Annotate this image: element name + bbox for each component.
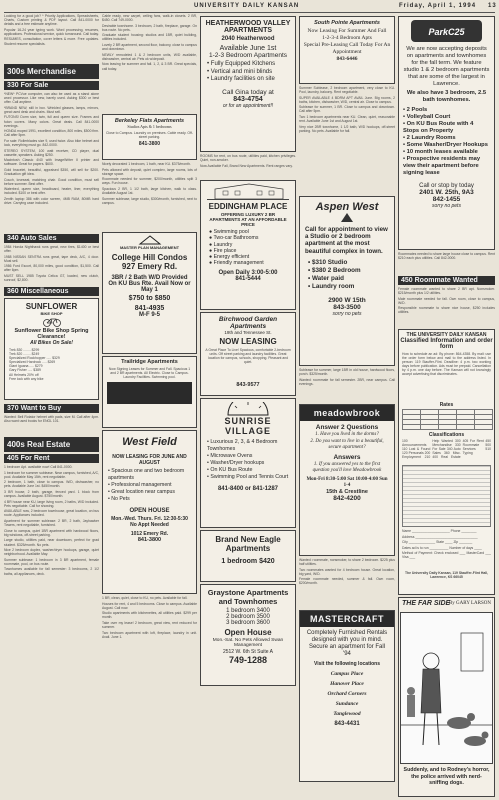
list-item: • Vertical and mini blinds — [207, 68, 273, 75]
section-header: 300s Merchandise — [4, 64, 99, 79]
rent-listings-6: Sublease for summer, large 1BR in old house, hardwood floors, porch. $325/month. Wanted: roommate for fall semester. 2BR, near campus. Call evenings. — [299, 368, 395, 386]
berkeley-phone: 841-3800 — [138, 141, 161, 148]
birchwood-phone: 843-9577 — [236, 382, 260, 388]
rent-listings-7: Wanted: roommate, nonsmoker, to share 2 bedroom. $225 plus half utilities. Two roommates wanted for 4 bedroom house. Great location, big yard, W/D. Female roommate needed, summer & fall. Own room, $200/month. — [299, 558, 395, 586]
column-4 — [299, 14, 395, 796]
trailridge-photo — [107, 382, 192, 404]
section-header: 360 Miscellaneous — [4, 287, 99, 296]
want-listings: Wanted: Bell Rotator helmet with pads, size M. Call after 4pm. Also want used books for ENGL 101. — [4, 415, 99, 424]
list-item: • Laundry facilities on site — [207, 76, 275, 82]
list-item: • Prospective residents may view their apartment before signing lease — [403, 156, 481, 176]
westfield-address: 1012 Emery Rd. — [130, 531, 169, 537]
graystone-price-1: 1 bedroom 3400 — [226, 608, 270, 614]
aspen-body: Call for appointment to view a Studio or 2 bedroom apartment at the most beautiful complex in town. — [305, 226, 388, 255]
column-3 — [200, 14, 296, 796]
list-item: ● Swimming pool — [209, 229, 249, 235]
berkeley-title: Berkeley Flats Apartments — [114, 118, 185, 124]
southpointe-title: South Pointe Apartments — [314, 20, 380, 26]
southpointe-ad — [299, 16, 395, 84]
birchwood-lease: NOW LEASING — [219, 337, 277, 346]
meadowbrook-hours: Mon-Fri 8:30-5:00 Sat 10:00-4:00 Sun 1-4 — [306, 477, 388, 488]
list-item: ● Friendly management — [209, 260, 264, 267]
heatherwood-call: Call Gina today at — [222, 88, 274, 96]
ad-entry-grid[interactable] — [402, 465, 491, 527]
issue-date: Friday, April 1, 1994 — [399, 3, 477, 9]
list-item: Tanglewood — [333, 711, 361, 717]
graystone-address: 2512 W. 6th St Suite A — [222, 649, 274, 655]
eagle-ad — [200, 530, 296, 582]
list-item: • 2 Laundry Rooms — [403, 135, 456, 141]
list-item: • Swimming Pool and Tennis Court — [207, 474, 289, 480]
college-hill-name: College Hill Condos — [111, 253, 188, 262]
college-hill-offer: 3BR / 2 Bath W/D Provided On KU Bus Rte. Avail Now or May 1 — [108, 275, 191, 293]
berkeley-sub: Studios Apts & 1 bedrooms — [127, 124, 172, 129]
column-2 — [102, 14, 197, 796]
list-item: ● Fire place — [209, 247, 237, 254]
parkc25-address: 2401 W. 25th, 9A3 — [419, 189, 474, 196]
list-item: • Some Washer/Dryer Hookups — [403, 142, 488, 148]
eddingham-title: EDDINGHAM PLACE — [208, 202, 288, 211]
list-item: ● Energy efficient — [209, 254, 250, 261]
rent-listings-5: Summer Sublease, 2 bedroom apartment, very close to KU. Pool, laundry, balcony. Rent negotiable. SUPER AVAILABLE 4 BDRM APT AVAIL June. Big rooms, 2 baths, kitchen, dishwasher, W/D, central air. Close to campus. Sublease for summer, 1 BR. Close to campus and downtown. Call after 5pm. Two 1 bedroom apartments near KU. Clean, quiet, reasonable rent. Available June 1st and August 1st. Very nice 2BR townhome, 1 1/2 bath, W/D hookups, off-street parking. No pets. Available for fall. — [299, 86, 395, 133]
list-item: ● Two-car Bathrooms — [209, 235, 259, 242]
college-hill-price: $750 to $850 — [128, 295, 171, 302]
sunrise-title-2: VILLAGE — [224, 426, 271, 436]
parkc25-lines — [403, 46, 490, 104]
berkeley-text: Close to Campus. Laundry on premises. Cable ready. Off-street parking. — [106, 131, 193, 140]
rent-listings-4: ROOMS for rent, on bus route, utilities paid, kitchen privileges. Quiet, non-smoker. Now Available Fall, Brand New Apartments. Rent ranges vary. — [200, 154, 296, 168]
birchwood-ad — [200, 312, 296, 396]
graystone-title: Graystone Apartments and Townhomes — [207, 588, 289, 606]
graystone-hours: Mon.-Sat. No Pets Allowed Swan Management — [212, 638, 284, 648]
graystone-price-2: 2 bedroom 3500 — [226, 614, 270, 620]
graystone-phone: 749-1288 — [228, 655, 268, 665]
heatherwood-units: 1-2-3 Bedroom Apartments — [208, 52, 288, 59]
text-block: Looking for a good job? * Priority Applications, Spreadsheets, Charts, Custom printing & PDF layout. Call 841-0000 for details and a free estimate anytime. Popular 16-24 year typing work. Word processing, resumes, applications. Professional service, quick turnaround. Call today. RESUMES, consultation, cover letters & more. Free updates. Student resume specialists. — [4, 14, 99, 46]
list-item: ● Laundry — [209, 241, 233, 248]
eddingham-bullets — [201, 228, 295, 268]
list-item: Now Leasing For Summer And Fall — [307, 28, 387, 34]
list-item: • Volleyball Court — [403, 114, 451, 120]
list-item: • No Pets — [108, 496, 130, 502]
list-item: • Luxurious 2, 3, & 4 Bedroom Townhomes — [207, 439, 278, 452]
parkc25-call: Call or stop by today — [419, 183, 474, 189]
graystone-open: Open House — [224, 628, 272, 637]
southpointe-lines — [300, 28, 394, 63]
birchwood-title: Birchwood Garden Apartments — [218, 316, 278, 330]
birchwood-text: A Great Place To Live! Spacious, comfortable 2-bedroom units. Off street parking and laundry facilities. Great location for campus, schools, shopping. Pleasant and quiet. — [205, 348, 291, 365]
list-item: Sundance — [335, 701, 359, 707]
comic-author: By GARY LARSON — [448, 601, 491, 606]
building-illustration — [207, 183, 289, 200]
sunflower-sale: All Bikes On Sale! — [30, 340, 73, 346]
eagle-price: 1 bedroom $420 — [221, 558, 275, 565]
list-item: • Laundry room — [308, 282, 355, 290]
sunflower-sub: BIKE SHOP — [40, 311, 63, 316]
form-fields[interactable]: Name ____________________ Phone ________ Address _________________________________ City ______________ State ____ Zip _______ Dates ad is to run __________ Number of days ____ Method of Payment: Check enclosed ___ MasterCard ___ Visa ___ — [402, 529, 491, 560]
westfield-ad — [102, 430, 197, 594]
list-item: • $310 Studio — [308, 258, 348, 266]
aspen-phone: 843-3500 — [333, 303, 361, 311]
section-header: 340 Auto Sales — [4, 234, 99, 243]
list-item: • Professional management — [108, 482, 172, 488]
list-item: 1-2-3-4 Bedroom Apts — [322, 35, 372, 41]
mastercraft-locations — [300, 669, 394, 719]
meadowbrook-q1: 1. Have you lived in the dorms? — [315, 432, 379, 437]
roommate-listings: Female roommate wanted to share 2 BR apt. Nonsmoker. $215/month plus 1/2 utilities. Male roommate needed for fall. Own room, close to campus, W/D. Responsible roommate to share nice house, $250 includes utilities. — [398, 287, 495, 315]
newspaper-page — [4, 2, 495, 798]
auto-listings: 1984 Honda Nighthawk runs great, new tires, $1400 or best offer. 1988 NISSAN SENTRA runs great, tape deck, A/C, 4 door. Must sell. 1986 Ford Escort, 80,000 miles, good condition, $1,500. Call after 6pm. MUST SELL 1985 Toyota Celica GT, loaded, new clutch, sunroof, $2,800. — [4, 245, 99, 283]
rent-listings-3: 1 BR, clean, quiet, close to KU, no pets. Available for fall. Houses for rent, 4 and 5 bedrooms. Close to campus. Available August. Call now. Studio apartments with kitchenettes, all utilities paid. $299 per month. Take over my lease! 2 bedroom, great view, rent reduced for summer. Two bedroom apartment with loft, fireplace, laundry in unit. Avail. June 1. — [102, 596, 197, 639]
rent-listings-8: Roommates needed to share large house close to campus. Rent $210 each plus utilities. Call 842-0000. — [398, 252, 495, 261]
classifications-list: 100 Announcements 110 Lost & Found 120 Personals 200 Employment 210 Help Wanted 300 Merchandise 330 For Sale 340 Auto Sales 360 Misc. 400 Real Estate 405 For Rent 450 Roommate 500 Services 510 Typing — [402, 439, 491, 460]
for-sale-listings: *NEW* PCVue computer, can also be used as a stand alone word processor. Like new, barely used. Asking $300 or best offer. Call anytime. *BRAND NEW, still in box. Wrinkled glasses, lamps, mirrors, great used desk and chairs. Must sell. FUTONS! Dorm size, twin, full and queen size. Frames and futon covers. Many colors. Great deals. Call 841-0000 evenings. HONDA moped 1991, excellent condition, 800 miles, $500 firm. Call after 5pm. For sale: Rollerblades size 9, used twice. Also bike helmet and lock, everything must go. 842-0000. STEREO SYSTEM, 100 watt receiver, CD player, dual cassette, speakers. Asking $250. Macintosh Classic 4/40 with ImageWriter II printer and software. Great for papers. $600. Gold bracelet, beautiful, appraised $350, will sell for $200. Graduation gift idea. Couch, loveseat, matching chair. Good condition, must sell before summer. Best offer. Waterbed, queen size, headboard, heater, liner, everything included. $100 or best offer. Zenith laptop 386 with color screen, 4MB RAM, 80MB hard drive. Carrying case included. — [4, 92, 99, 206]
meadowbrook-a1: 1. If you answered yes to the first question you'll love Meadowbrook — [312, 462, 382, 473]
sunrise-bullets — [201, 436, 295, 484]
section-header: 450 Roommate Wanted — [398, 276, 495, 285]
heatherwood-bullets — [201, 59, 295, 86]
meadowbrook-ad — [299, 404, 395, 556]
eddingham-ad — [200, 180, 296, 310]
heatherwood-address: 2040 Heatherwood — [221, 36, 275, 42]
list-item: • $380 2 Bedroom — [308, 266, 361, 274]
master-plan-logo: MASTER PLAN MANAGEMENT — [119, 245, 180, 250]
sunflower-bike-ad — [4, 298, 99, 400]
list-item: Campus Place — [330, 671, 364, 677]
mastercraft-ad — [299, 610, 395, 782]
form-footer: The University Daily Kansan, 119 Stauffer-Flint Hall, Lawrence, KS 66045 — [404, 571, 489, 580]
list-item: Hanover Place — [330, 681, 364, 687]
kansan-logo: THE UNIVERSITY DAILY KANSAN — [406, 332, 487, 338]
parkc25-phone: 842-1455 — [432, 196, 461, 203]
meadowbrook-question: Answer 2 Questions — [315, 424, 379, 431]
parkc25-bullets — [399, 104, 494, 180]
masthead: UNIVERSITY DAILY KANSAN — [194, 3, 300, 9]
aspen-west-ad — [299, 196, 395, 366]
rates-table — [402, 409, 493, 430]
comic-header — [402, 600, 491, 610]
westfield-phone: 841-3800 — [137, 537, 162, 543]
list-item: • Spacious one and two bedroom apartments — [108, 468, 185, 481]
college-hill-address: 927 Emery Rd. — [121, 262, 178, 271]
section-header: 330 For Sale — [4, 81, 99, 90]
aspen-note: sorry no pets — [332, 310, 362, 317]
mastercraft-logo: MASTERCRAFT — [300, 611, 394, 627]
list-item: • Water paid — [308, 274, 344, 282]
meadowbrook-answers: Answers — [333, 454, 361, 461]
college-hill-hours: M-F 9-5 — [139, 312, 160, 318]
list-item: • On KU Bus Route with 4 Stops on Property — [403, 121, 474, 134]
eddingham-sub: OFFERING LUXURY 2 BR APARTMENTS AT AN AFFORDABLE PRICE — [209, 212, 287, 227]
section-header: 405 For Rent — [4, 454, 99, 463]
mastercraft-sub: Visit the following locations — [313, 661, 381, 667]
heatherwood-ad — [200, 16, 296, 152]
college-hill-phone: 841-4935 — [134, 305, 165, 312]
classified-instructions: How to schedule an ad: By phone: 864-4358. By mail: use the order form below and mail to the address listed. In person: 119 Stauffer-Flint. Deadline: 4 p.m. two working days before publication. Ads must be prepaid. Cancellation by 4 p.m. one day before. The Kansan will not knowingly accept advertising that discriminates. — [402, 352, 491, 377]
aspen-address: 2900 W 15th — [328, 296, 366, 304]
list-item: • 10 month leases available — [403, 149, 478, 155]
westfield-open: OPEN HOUSE — [129, 508, 170, 514]
classified-order-form — [398, 329, 495, 595]
sunflower-headline: Sunflower Bike Shop Spring Clearance! — [14, 328, 89, 340]
westfield-sub: NOW LEASING FOR JUNE AND AUGUST — [112, 454, 187, 466]
list-item: • Washer/Dryer hookups — [207, 460, 265, 466]
list-item: • On KU Bus Route — [207, 467, 253, 473]
berkeley-flats-ad — [102, 114, 197, 160]
classifications-label: Classifications — [428, 432, 465, 438]
page-number: 13 — [488, 3, 497, 9]
rent-listings: 1 bedroom Apt. available now! Call 841-0000. 1 bedroom for summer sublease. Near campus, furnished, A/C, pool. Available May 15th, rent negotiable. 2 bedroom, 1 bath, close to campus. W/D, dishwasher, no pets. Available June 1st. $450/month. 3 BR house, 2 bath, garage, fenced yard. 1 block from campus. Available August. $750/month. 4 BR house near KU, large living room, 2 baths, W/D included. Pets negotiable. Call for showing. AVAILABLE now, 2 bedroom townhouse, great location, on bus route. Appliances included. Apartment for summer sublease: 2 BR, 2 bath, Jayhawker Towers, rent negotiable, furnished. Close to campus, quiet 1BR apartment with hardwood floors, big windows, off-street parking. Large studio, utilities paid, near downtown, perfect for grad student. $325/month. No pets. Nice 2 bedroom duplex, washer/dryer hookups, garage, quiet neighborhood. Available May. Summer sublease: 1 bedroom in 3 BR apartment, female roommate, pool, on bus route. Townhomes available for fall semester: 3 bedrooms, 2 1/2 baths, all appliances, deck. — [4, 465, 99, 576]
column-5 — [398, 14, 495, 796]
sunrise-ad — [200, 398, 296, 528]
sunflower-logo: SUNFLOWER — [25, 302, 78, 311]
comic-title: THE FAR SIDE — [402, 600, 451, 607]
trailridge-title: Trailridge Apartments — [121, 359, 178, 365]
list-item: • Microwave Ovens — [207, 453, 253, 459]
mastercraft-body: Completely Furnished Rentals designed with you in mind. Secure an apartment for Fall '94 — [306, 630, 388, 657]
rent-listings-2: Nicely decorated 1 bedroom, 1 bath, near KU. $375/month. Pets allowed with deposit, quiet complex, large rooms, lots of storage space. Roommate needed for summer, $200/month, utilities split 3 ways. Fun house. Spacious 2 BR, 1 1/2 bath, large kitchen, walk to class. Available August 1st. Summer sublease, large studio, $300/month, furnished, next to campus. — [102, 162, 197, 205]
classified-title: Classified Information and order form — [400, 338, 493, 350]
text-line: We also have 3 bedroom, 2.5 bath townhomes. — [406, 90, 487, 103]
text-line: We are now accepting deposits on apartments and townhomes for the fall term. We feature studio 1 & 2 bedroom apartments that are some of the largest in Lawrence. — [403, 46, 490, 87]
masthead-bar — [4, 2, 495, 13]
aspen-logo: Aspen West — [315, 201, 379, 213]
birchwood-address: 19th and Tennessee St. — [224, 330, 272, 335]
master-plan-logo-icon — [138, 235, 162, 245]
eagle-title: Brand New Eagle Apartments — [215, 535, 281, 553]
building-icon — [207, 183, 291, 199]
eddingham-phone: 841-5444 — [235, 275, 261, 282]
aspen-bullets — [300, 255, 394, 295]
bicycle-icon — [42, 317, 62, 327]
comic-caption: Suddenly, and to Rodney's horror, the police arrived with nerd-sniffing dogs. — [403, 767, 490, 786]
trailridge-ad — [102, 356, 197, 428]
meadowbrook-address: 15th & Crestline — [326, 489, 368, 495]
meadowbrook-q2: 2. Do you want to live in a beautiful, secure apartment? — [310, 439, 384, 450]
westfield-bullets — [103, 468, 196, 503]
parkc25-ad — [398, 16, 495, 250]
mastercraft-phone: 843-4431 — [334, 721, 360, 727]
sunrise-phone: 841-8400 or 841-1287 — [217, 486, 279, 492]
heatherwood-note: or for an appointment!! — [222, 102, 274, 109]
far-side-comic — [398, 597, 495, 797]
westfield-logo: West Field — [122, 436, 177, 448]
trailridge-text: Now Signing Leases for Summer and Fall. Spacious 1 and 2 BR apartments. All Electric. Close to Campus. Laundry Facilities. Swimming pool. — [108, 367, 191, 380]
master-plan-ad — [102, 232, 197, 354]
westfield-hours: Mon.-Wed. Thurs. Fri. 12:30-5:30 No Appt Needed — [111, 516, 188, 528]
sunrise-title: SUNRISE — [224, 416, 272, 426]
parkc25-note: sorry no pets — [432, 203, 461, 209]
rent-listings-cont: Cable ready, new carpet, ceiling fans, walk-in closets. 2 BR, $450. Call 749-0000. Desirable townhome. 3 bedroom, 2 bath, fireplace, garage. On bus route. No pets. Graduate student housing: studios and 1BR, quiet building, utilities included. Lovely 2 BR apartment, second floor, balcony, close to campus and downtown. NEWLY remodeled 1 & 2 bedroom units, W/D available, dishwasher, central air. Pets ok w/deposit. Now leasing for summer and fall. 1, 2, & 3 BR. Great specials, call today. — [102, 14, 197, 71]
price-list: Trek 830 ........ $299 Trek 820 ........ $249 Specialized Rockhopper ..... $329 Specialized Hardrock ..... $269 Giant Iguana ..... $279 Gary Fisher ..... $389 All Helmets 20% off Free lock with any bike — [9, 348, 60, 381]
parkc25-logo: ParkC25 — [411, 20, 482, 42]
list-item: • 2 Pools — [403, 107, 428, 113]
eddingham-hours: Open Daily 3:00-5:00 — [218, 269, 278, 276]
list-item: • Great location near campus — [108, 489, 175, 495]
section-header: 400s Real Estate — [4, 437, 99, 452]
meadowbrook-logo: meadowbrook — [300, 405, 394, 421]
list-item: Special Pre-Leasing Call Today For An Appointment — [303, 42, 391, 55]
list-item: Orchard Corners — [327, 691, 367, 697]
graystone-ad — [200, 584, 296, 686]
graystone-price-3: 3 bedroom 3600 — [226, 620, 270, 626]
list-item: 843-6446 — [336, 56, 358, 62]
section-header: 370 Want to Buy — [4, 404, 99, 413]
heatherwood-title: HEATHERWOOD VALLEY APARTMENTS — [205, 20, 291, 34]
tree-icon — [337, 213, 357, 223]
heatherwood-phone: 843-4754 — [233, 95, 263, 103]
meadowbrook-phone: 842-4200 — [333, 495, 361, 502]
heatherwood-avail: Available June 1st — [219, 45, 277, 52]
list-item: • Fully Equipped Kitchens — [207, 61, 276, 67]
rates-label: Rates — [439, 402, 454, 408]
column-1 — [4, 14, 99, 796]
comic-illustration — [400, 612, 493, 764]
sunrise-sun-icon — [223, 402, 273, 416]
